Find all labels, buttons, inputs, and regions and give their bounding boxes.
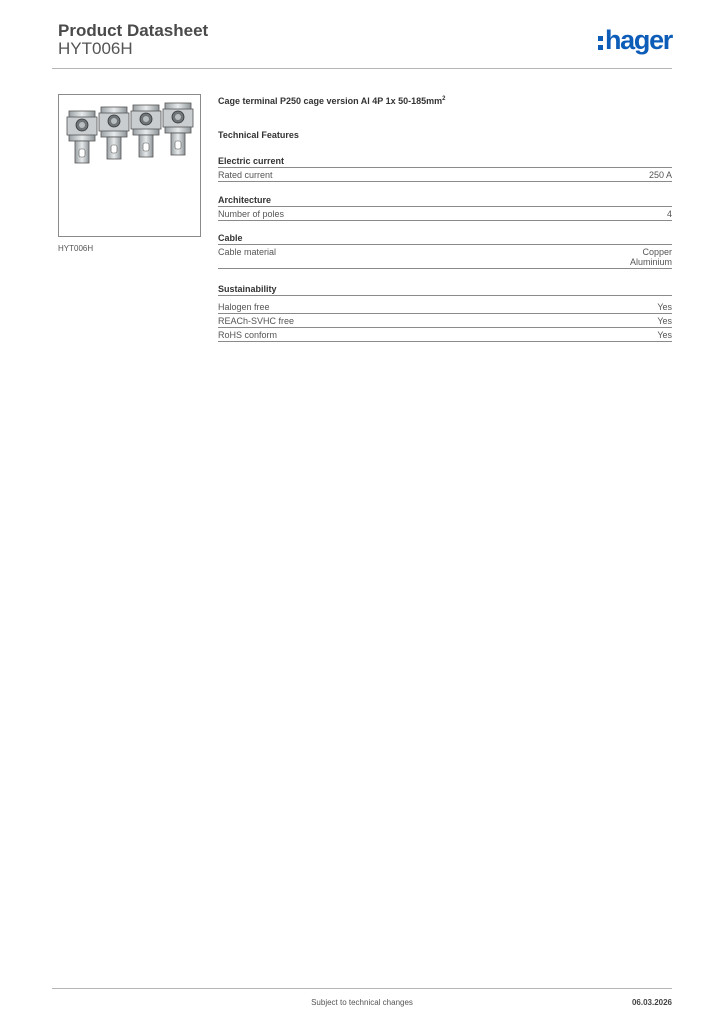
product-name-text: Cage terminal P250 cage version Al 4P 1x 50-185mm xyxy=(218,96,443,106)
logo-colon-icon xyxy=(598,36,603,50)
row-value-line: Copper xyxy=(642,247,672,257)
section-cable: Cable xyxy=(218,233,672,245)
table-row xyxy=(218,247,672,269)
row-value: 250 A xyxy=(648,170,672,180)
row-value: Yes xyxy=(657,330,672,340)
section-architecture: Architecture xyxy=(218,195,672,207)
row-label: Rated current xyxy=(218,170,273,180)
product-name xyxy=(218,96,445,106)
technical-features-heading: Technical Features xyxy=(218,130,299,140)
row-value-line: Aluminium xyxy=(629,257,672,267)
row-value: 4 xyxy=(666,209,672,219)
row-value: Yes xyxy=(657,316,672,326)
table-row xyxy=(218,302,672,314)
document-title: Product Datasheet xyxy=(58,21,209,40)
row-label: Halogen free xyxy=(218,302,270,312)
table-row xyxy=(218,316,672,328)
row-label: RoHS conform xyxy=(218,330,278,340)
row-label: REACh-SVHC free xyxy=(218,316,295,326)
row-value: Yes xyxy=(657,302,672,312)
table-row xyxy=(218,209,672,221)
image-caption: HYT006H xyxy=(58,244,94,253)
table-row xyxy=(218,170,672,182)
row-value xyxy=(630,247,672,267)
header-divider xyxy=(52,68,672,69)
cage-terminal-4-pole-image xyxy=(59,95,200,236)
footer-note: Subject to technical changes xyxy=(311,998,413,1007)
section-sustainability: Sustainability xyxy=(218,284,672,296)
hager-logo xyxy=(598,27,672,54)
footer-divider xyxy=(52,988,672,989)
row-label: Cable material xyxy=(218,247,277,257)
row-label: Number of poles xyxy=(218,209,285,219)
footer-date: 06.03.2026 xyxy=(631,998,672,1007)
product-image xyxy=(58,94,201,237)
product-code: HYT006H xyxy=(58,39,133,58)
table-row xyxy=(218,330,672,342)
logo-text: hager xyxy=(604,25,672,55)
product-name-superscript: 2 xyxy=(442,96,446,102)
section-electric-current: Electric current xyxy=(218,156,672,168)
